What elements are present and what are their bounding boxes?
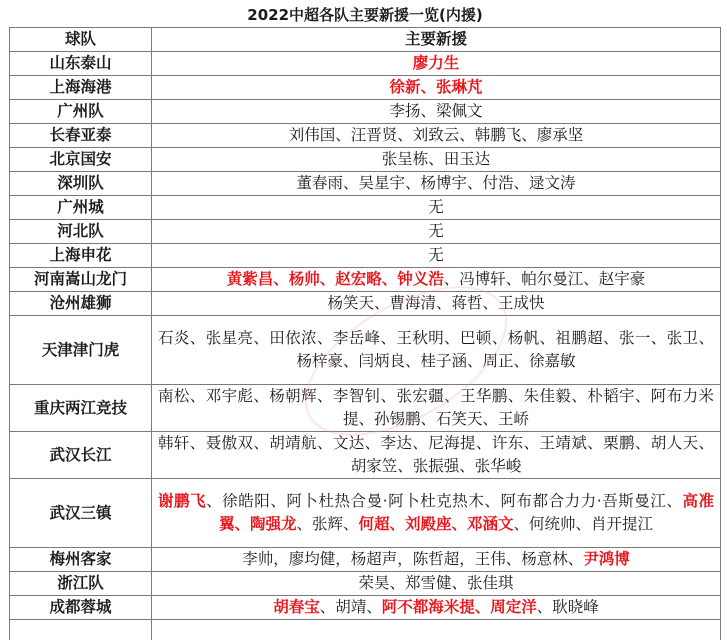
signings-list	[152, 172, 721, 196]
title-row	[10, 4, 721, 28]
team-name: 浙江队	[10, 572, 152, 596]
table-row	[10, 100, 721, 124]
highlighted-player-names: 谢鹏飞	[158, 492, 206, 510]
player-names: 刘伟国、汪晋贤、刘致云、韩鹏飞、廖承坚	[289, 126, 584, 144]
highlighted-player-names: 黄紫昌、杨帅、赵宏略、钟义浩	[227, 270, 444, 288]
table-row	[10, 572, 721, 596]
table-row	[10, 196, 721, 220]
signings-list	[152, 292, 721, 316]
signings-list	[152, 52, 721, 76]
team-name: 梅州客家	[10, 548, 152, 572]
team-name: 天津津门虎	[10, 316, 152, 385]
signings-list	[152, 76, 721, 100]
header-signings: 主要新援	[152, 28, 721, 52]
header-team: 球队	[10, 28, 152, 52]
player-names: 、耿晓峰	[537, 598, 599, 616]
player-names: 韩轩、聂傲双、胡靖航、文达、李达、尼海提、许东、王靖斌、栗鹏、胡人天、胡家笠、张振强、张华峻	[158, 434, 714, 475]
team-name: 广州队	[10, 100, 152, 124]
table-title: 2022中超各队主要新援一览(内援)	[10, 4, 721, 28]
highlighted-player-names: 尹鸿博	[583, 550, 630, 568]
player-names: 、胡靖、	[320, 598, 382, 616]
table-row	[10, 316, 721, 385]
table-body	[10, 52, 721, 640]
team-name: 重庆两江竞技	[10, 385, 152, 432]
table-row	[10, 124, 721, 148]
header-row	[10, 28, 721, 52]
team-name: 成都蓉城	[10, 596, 152, 620]
player-names: 李扬、梁佩文	[389, 102, 482, 120]
highlighted-player-names: 阿不都海米提、周定洋	[382, 598, 537, 616]
player-names: 石炎、张星亮、田依浓、李岳峰、王秋明、巴顿、杨帆、祖鹏超、张一、张卫、杨梓豪、闫炳良、桂子涵、周正、徐嘉敏	[158, 329, 714, 370]
highlighted-player-names: 徐新、张琳芃	[389, 78, 482, 96]
highlighted-player-names: 胡春宝	[273, 598, 320, 616]
empty-row	[10, 620, 721, 640]
table-row	[10, 596, 721, 620]
team-name: 沧州雄狮	[10, 292, 152, 316]
team-name: 上海申花	[10, 244, 152, 268]
team-name: 武汉长江	[10, 432, 152, 479]
table-row	[10, 292, 721, 316]
signings-list	[152, 572, 721, 596]
highlighted-player-names: 何超、刘殿座、邓涵文	[359, 515, 514, 533]
table-row	[10, 385, 721, 432]
player-names: 无	[428, 222, 444, 240]
player-names: 无	[428, 246, 444, 264]
team-name: 上海海港	[10, 76, 152, 100]
signings-list	[152, 385, 721, 432]
empty-cell	[10, 620, 152, 640]
signings-sheet	[9, 4, 720, 640]
team-name: 山东泰山	[10, 52, 152, 76]
signings-list	[152, 148, 721, 172]
player-names: 无	[428, 198, 444, 216]
player-names: 杨笑天、曹海清、蒋哲、王成快	[327, 294, 544, 312]
signings-list	[152, 124, 721, 148]
signings-list	[152, 244, 721, 268]
highlighted-player-names: 高准翼、陶强龙	[219, 492, 714, 533]
team-name: 长春亚泰	[10, 124, 152, 148]
signings-list	[152, 316, 721, 385]
table-row	[10, 148, 721, 172]
team-name: 深圳队	[10, 172, 152, 196]
signings-list	[152, 268, 721, 292]
player-names: 、徐皓阳、阿卜杜热合曼·阿卜杜克热木、阿布都合力力·吾斯曼江、	[206, 492, 682, 510]
table-row	[10, 432, 721, 479]
signings-list	[152, 196, 721, 220]
signings-list	[152, 100, 721, 124]
signings-list	[152, 548, 721, 572]
team-name: 武汉三镇	[10, 479, 152, 548]
table-row	[10, 76, 721, 100]
player-names: 李帅，廖均健，杨超声，陈哲超，王伟、杨意林、	[242, 550, 583, 568]
signings-list	[152, 432, 721, 479]
signings-list	[152, 220, 721, 244]
table-row	[10, 268, 721, 292]
table-row	[10, 220, 721, 244]
signings-table	[9, 4, 721, 640]
player-names: 、何统帅、肖开提江	[514, 515, 654, 533]
signings-list	[152, 596, 721, 620]
empty-cell	[152, 620, 721, 640]
table-row	[10, 479, 721, 548]
player-names: 南松、邓宇彪、杨朝辉、李智钊、张宏疆、王华鹏、朱佳毅、朴韬宇、阿布力米提、孙锡鹏、石笑天、王峤	[158, 387, 714, 428]
player-names: 董春雨、吴星宇、杨博宇、付浩、逯文涛	[296, 174, 575, 192]
team-name: 河北队	[10, 220, 152, 244]
player-names: 、张辉、	[296, 515, 358, 533]
table-row	[10, 172, 721, 196]
highlighted-player-names: 廖力生	[413, 54, 460, 72]
team-name: 河南嵩山龙门	[10, 268, 152, 292]
signings-list	[152, 479, 721, 548]
table-row	[10, 244, 721, 268]
player-names: 、冯博轩、帕尔曼江、赵宇豪	[444, 270, 646, 288]
player-names: 张呈栋、田玉达	[382, 150, 491, 168]
table-row	[10, 52, 721, 76]
player-names: 荣昊、郑雪健、张佳琪	[358, 574, 513, 592]
team-name: 广州城	[10, 196, 152, 220]
table-row	[10, 548, 721, 572]
team-name: 北京国安	[10, 148, 152, 172]
